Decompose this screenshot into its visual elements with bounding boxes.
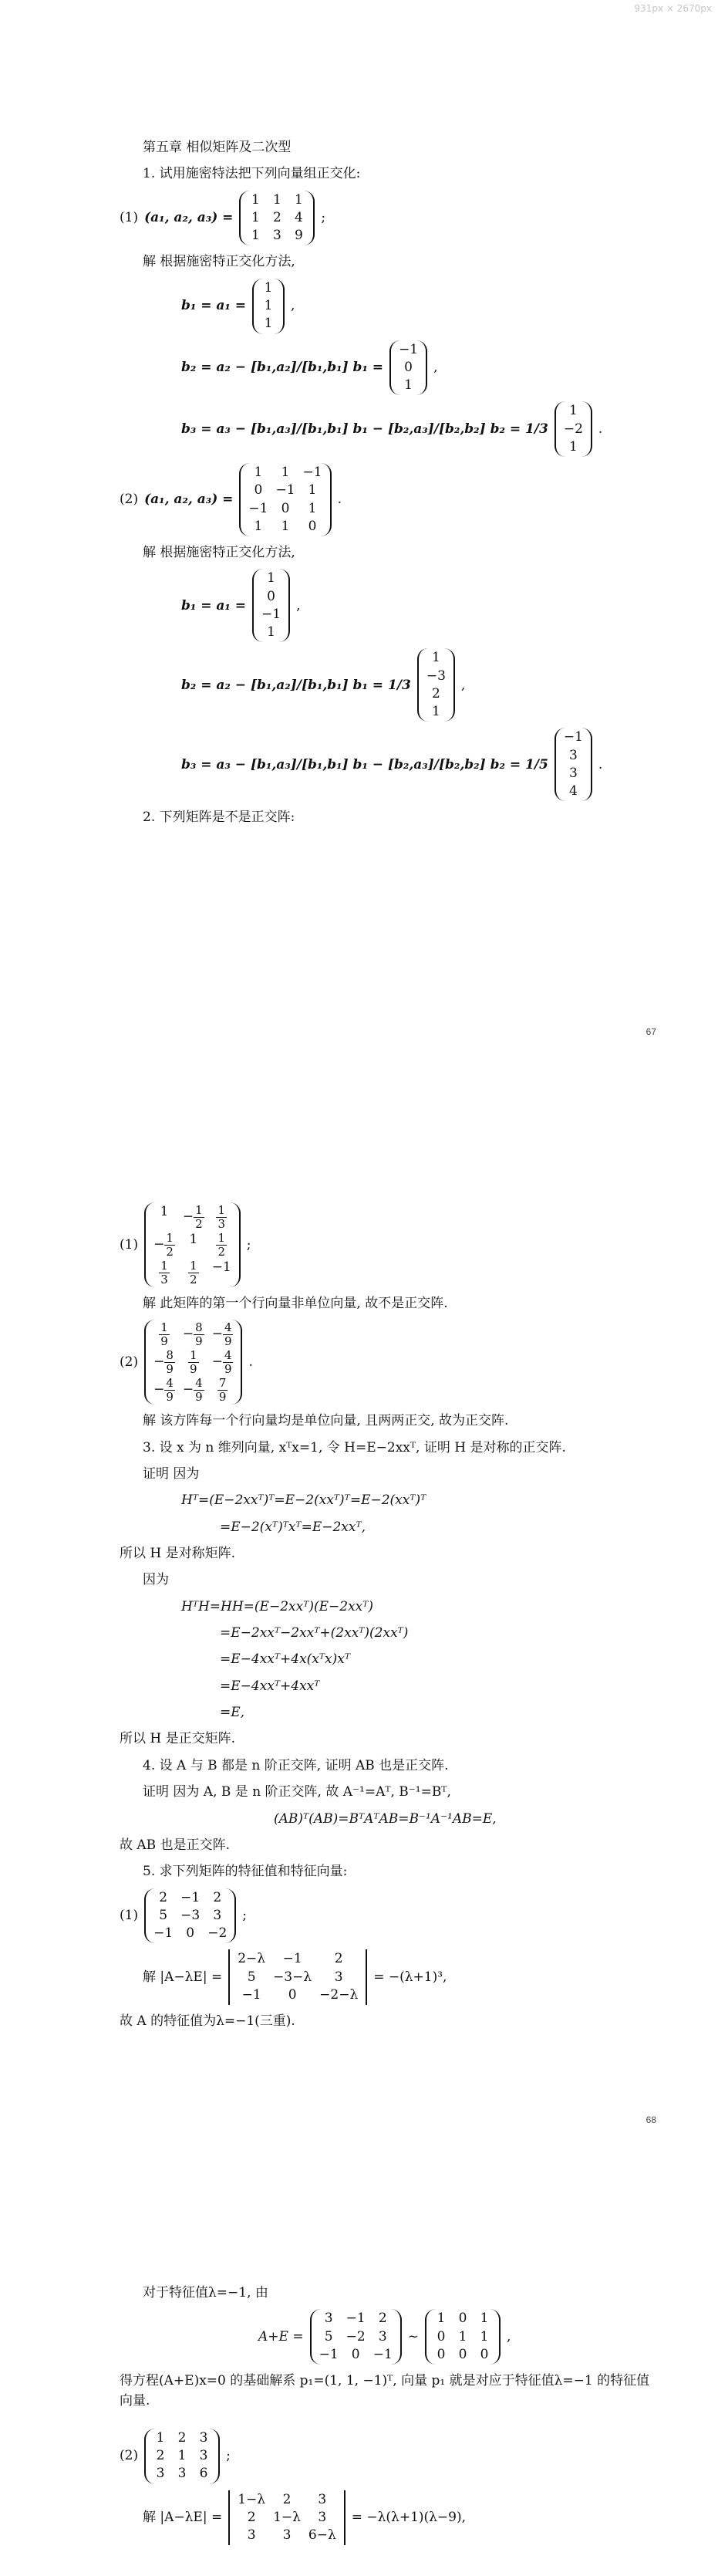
q5-1-conclusion: 故 A 的特征值为λ=−1(三重). [120,2013,295,2030]
matrix-cell: 1 [264,298,273,314]
matrix-cell: 1 [437,2311,446,2327]
q2-part1 [120,1202,656,1287]
q3-conclusion-2: 所以 H 是正交矩阵. [120,1731,236,1747]
matrix-cell: − $\frac{8}{9}$ [153,1348,174,1376]
sol2-b3-tail: . [598,756,603,772]
matrix-cell: 1 [251,209,260,225]
q1-1-tail: ; [321,210,326,226]
matrix-cell: 3 [199,2429,208,2446]
q1-1-lhs: (a₁, a₂, a₃) = [144,210,234,226]
q1-part1 [120,191,656,246]
matrix-cell: 1 [431,650,440,666]
matrix-cell: 2 [334,1951,343,1967]
matrix-cell: 3 [318,2491,327,2507]
q2-2-matrix [144,1320,242,1405]
matrix-cell: 3 [272,228,281,244]
sol1-b3-vector [555,401,592,457]
matrix-cell: 1 [431,704,440,720]
q3-step-5: =E, [220,1705,245,1721]
matrix-cell: 2 [159,1889,168,1905]
q5-2-tail: ; [226,2448,231,2464]
matrix-cell: −1 [282,1951,302,1967]
matrix-cell: 3 [156,2466,165,2482]
matrix-cell: 3 [378,2328,387,2344]
matrix-cell: −3 [426,668,446,684]
matrix-cell: 1 [251,191,260,208]
sol2-b1-row [120,569,656,642]
q2-1-solution: 解 此矩阵的第一个行向量非单位向量, 故不是正交阵. [143,1296,448,1311]
matrix-cell: 3 [568,765,578,781]
sol1-b2-row [120,340,656,396]
matrix-cell: − $\frac{4}{9}$ [182,1376,203,1404]
matrix-cell: 1 [568,403,578,419]
matrix-cell: 0 [458,2311,467,2327]
matrix-cell: $\frac{7}{9}$ [218,1376,227,1404]
q5-1-tail: ; [242,1908,248,1924]
q2-2-solution: 解 该方阵每一个行向量均是单位向量, 且两两正交, 故为正交阵. [143,1413,509,1429]
q5-1-rref-tail: , [507,2329,511,2345]
q5-1-rref-matrix [425,2309,501,2365]
matrix-cell: − $\frac{4}{9}$ [211,1348,232,1376]
matrix-cell: 0 [308,518,317,534]
matrix-cell: 1 [177,2448,187,2464]
matrix-cell: − $\frac{1}{2}$ [182,1203,203,1231]
matrix-cell: 5 [324,2328,333,2344]
matrix-cell: 0 [351,2346,360,2362]
q5-2-sol-prefix: 解 |A−λE| = [143,2510,223,2526]
q4-proof: 证明 因为 A, B 是 n 阶正交阵, 故 A⁻¹=Aᵀ, B⁻¹=Bᵀ, [143,1784,451,1800]
matrix-cell: 1 [308,500,317,516]
matrix-cell: 1 [264,279,273,296]
matrix-cell: 1 [294,191,303,208]
q1-part2 [120,463,656,536]
sol2-b3-vector [555,728,592,801]
matrix-cell: 2 [213,1889,222,1905]
sol1-intro: 解 根据施密特正交化方法, [143,254,295,270]
q5-2-label: (2) [120,2448,139,2464]
matrix-cell: 3 [213,1907,222,1923]
matrix-cell: 0 [186,1925,195,1942]
sol1-b2-tail: , [433,360,438,376]
matrix-cell: 4 [568,783,578,800]
matrix-cell: −1 [275,482,295,499]
q5-2-determinant [228,2490,346,2546]
matrix-cell: 2 [272,209,281,225]
matrix-cell: 3 [324,2311,333,2327]
page-69-content [120,2277,656,2551]
matrix-cell: 3 [318,2509,327,2525]
matrix-cell: 1 [568,438,578,455]
matrix-cell: 1 [264,316,273,332]
q5-1-matrix [144,1888,236,1944]
q4-conclusion: 故 AB 也是正交阵. [120,1837,230,1853]
sol2-b3: b₃ = a₃ − [b₁,a₃]/[b₁,b₁] b₁ − [b₂,a₃]/[b₂,b₂] b₂ = 1/5 [181,756,548,772]
q5-1-sol-prefix: 解 |A−λE| = [143,1969,223,1985]
matrix-cell: −1 [372,2346,393,2362]
matrix-cell: 0 [288,1986,297,2003]
sol2-b2-row [120,648,656,722]
matrix-cell: − $\frac{1}{2}$ [153,1231,174,1259]
matrix-cell: 3 [334,1969,343,1985]
matrix-cell: 0 [437,2328,446,2344]
page-number-68: 68 [646,2115,656,2125]
q3-step-1: HᵀH=HH=(E−2xxᵀ)(E−2xxᵀ) [181,1598,374,1614]
matrix-cell: 2 [156,2448,165,2464]
matrix-cell: 1 [281,518,290,534]
matrix-cell: $\frac{1}{2}$ [217,1231,225,1259]
matrix-cell: −1 [241,1986,261,2003]
matrix-cell: −1 [211,1259,231,1275]
question-1: 1. 试用施密特法把下列向量组正交化: [143,166,361,182]
matrix-cell: 9 [294,228,303,244]
matrix-cell: 3 [177,2466,187,2482]
matrix-cell: 3 [247,2527,256,2544]
q2-2-label: (2) [120,1354,139,1371]
q2-part2 [120,1320,656,1405]
sol1-b3-row [120,401,656,457]
sol2-b2-vector [417,648,455,722]
matrix-cell: −1 [563,729,583,745]
q2-1-tail: ; [246,1236,251,1253]
q1-1-label: (1) [120,210,139,226]
matrix-cell: −1 [153,1925,174,1942]
matrix-cell: −1 [399,341,419,357]
q5-2-solution [120,2490,656,2546]
matrix-cell: 1−λ [273,2509,301,2525]
sol1-b1: b₁ = a₁ = [181,298,247,314]
q5-1-eig-intro: 对于特征值λ=−1, 由 [143,2285,268,2300]
matrix-cell: 1 [458,2328,467,2344]
q2-1-label: (1) [120,1236,139,1253]
matrix-cell: −3 [180,1907,201,1923]
sol1-b1-row [120,279,656,334]
sol2-b1-vector [252,569,290,642]
sol1-b1-tail: , [291,298,295,314]
matrix-cell: 1 [281,465,290,481]
sol2-intro: 解 根据施密特正交化方法, [143,545,295,561]
matrix-cell: 1 [272,191,281,208]
matrix-cell: 1 [156,2429,165,2446]
sol2-b2-tail: , [460,677,466,693]
q3-step-3: =E−4xxᵀ+4x(xᵀx)xᵀ [220,1651,350,1668]
matrix-cell: 3 [199,2448,208,2464]
q5-1-result: 得方程(A+E)x=0 的基础解系 p₁=(1, 1, −1)ᵀ, 向量 p₁ 就是对应于特征值λ=−1 的特征值向量. [120,2373,650,2409]
matrix-cell: $\frac{1}{9}$ [190,1348,197,1376]
q1-2-tail: . [337,492,342,508]
matrix-cell: 2−λ [238,1951,266,1967]
q5-part2 [120,2429,656,2484]
matrix-cell: 6−λ [308,2527,336,2544]
matrix-cell: 0 [254,482,263,499]
sol1-b2-vector [389,340,427,396]
similar-sign: ~ [407,2329,420,2345]
matrix-cell: 4 [294,209,303,225]
matrix-cell: 1 [254,518,263,534]
matrix-cell: 1 [267,624,275,641]
matrix-cell: $\frac{1}{3}$ [217,1203,225,1231]
q5-1-sol-suffix: = −(λ+1)³, [373,1969,447,1985]
q2-1-matrix [144,1202,241,1287]
matrix-cell: 5 [247,1969,256,1985]
sol2-b2: b₂ = a₂ − [b₁,a₂]/[b₁,b₁] b₁ = 1/3 [181,677,411,693]
chapter-title: 第五章 相似矩阵及二次型 [143,140,292,155]
sol1-b3-tail: . [598,421,603,437]
matrix-cell: 1 [254,465,263,481]
matrix-cell: −1 [248,500,268,516]
matrix-cell: −1 [319,2346,339,2362]
matrix-cell: 2 [177,2429,187,2446]
q3-conclusion-1: 所以 H 是对称矩阵. [120,1546,236,1562]
matrix-cell: 2 [378,2311,387,2327]
matrix-cell: −2 [563,421,583,437]
question-3: 3. 设 x 为 n 维列向量, xᵀx=1, 令 H=E−2xxᵀ, 证明 H 是对称的正交阵. [143,1439,566,1455]
question-2: 2. 下列矩阵是不是正交阵: [143,810,295,826]
matrix-cell: −1 [346,2311,366,2327]
q3-step-4: =E−4xxᵀ+4xxᵀ [220,1678,320,1694]
question-4: 4. 设 A 与 B 都是 n 阶正交阵, 证明 AB 也是正交阵. [143,1757,449,1773]
q5-1-solution [120,1949,656,2005]
q1-2-matrix [239,463,331,536]
matrix-cell: −3−λ [273,1969,312,1985]
page-67 [0,116,718,1042]
sol1-b3: b₃ = a₃ − [b₁,a₃]/[b₁,b₁] b₁ − [b₂,a₃]/[b₂,b₂] b₂ = 1/3 [181,421,548,437]
matrix-cell: −2 [207,1925,228,1942]
matrix-cell: 2 [431,685,440,701]
q3-line-2: =E−2(xᵀ)ᵀxᵀ=E−2xxᵀ, [220,1519,366,1535]
matrix-cell: 5 [159,1907,168,1923]
matrix-cell: 0 [458,2346,467,2362]
matrix-cell: 1 [251,228,260,244]
page-69 [0,2261,718,2576]
q1-2-label: (2) [120,492,139,508]
matrix-cell: − $\frac{4}{9}$ [211,1320,232,1348]
q5-2-sol-suffix: = −λ(λ+1)(λ−9), [351,2510,467,2526]
matrix-cell: 3 [568,747,578,763]
sol1-b1-vector [252,279,285,334]
q5-1-label: (1) [120,1908,139,1924]
matrix-cell: $\frac{1}{2}$ [190,1259,197,1286]
sol2-b1: b₁ = a₁ = [181,597,247,614]
dimensions-label: 931px × 2670px [634,3,712,14]
matrix-cell: 0 [267,588,275,604]
q3-step-2: =E−2xxᵀ−2xxᵀ+(2xxᵀ)(2xxᵀ) [220,1625,409,1641]
matrix-cell: 1 [267,570,275,587]
matrix-cell: −2−λ [319,1986,359,2003]
viewer-header [0,0,718,17]
matrix-cell: 1−λ [238,2491,266,2507]
matrix-cell: −1 [302,465,322,481]
matrix-cell: 1 [308,482,317,499]
q5-1-AE-matrix [310,2309,402,2365]
q5-part1 [120,1888,656,1944]
sol2-b3-row [120,728,656,801]
page-68-content [120,1196,656,2037]
matrix-cell: 0 [404,359,413,375]
matrix-cell: 1 [404,377,413,394]
matrix-cell: 6 [199,2466,208,2482]
matrix-cell: 1 [160,1204,169,1219]
matrix-cell: −2 [346,2328,366,2344]
q1-1-matrix [239,191,315,246]
matrix-cell: − $\frac{8}{9}$ [182,1320,203,1348]
q5-2-matrix [144,2429,220,2484]
matrix-cell: 1 [189,1232,198,1247]
sol2-b1-tail: , [296,597,301,614]
q4-equation: (AB)ᵀ(AB)=BᵀAᵀAB=B⁻¹A⁻¹AB=E, [274,1810,497,1827]
q1-2-lhs: (a₁, a₂, a₃) = [144,492,234,508]
matrix-cell: 0 [480,2346,489,2362]
matrix-cell: $\frac{1}{3}$ [160,1259,168,1286]
q2-2-tail: . [248,1354,253,1371]
matrix-cell: 1 [480,2311,489,2327]
matrix-cell: − $\frac{4}{9}$ [153,1376,174,1404]
matrix-cell: 3 [282,2527,292,2544]
page-67-content [120,131,656,834]
q3-line-1: Hᵀ=(E−2xxᵀ)ᵀ=E−2(xxᵀ)ᵀ=E−2(xxᵀ)ᵀ [181,1493,426,1509]
matrix-cell: −1 [261,606,281,622]
q3-proof-intro: 证明 因为 [143,1466,200,1482]
question-5: 5. 求下列矩阵的特征值和特征向量: [143,1864,348,1880]
matrix-cell: $\frac{1}{9}$ [160,1320,168,1348]
sol1-b2: b₂ = a₂ − [b₁,a₂]/[b₁,b₁] b₁ = [181,360,384,376]
matrix-cell: 2 [282,2491,292,2507]
matrix-cell: 0 [437,2346,446,2362]
matrix-cell: 2 [247,2509,256,2525]
q3-because: 因为 [143,1572,169,1588]
q5-1-reduction [120,2309,656,2365]
matrix-cell: −1 [180,1889,201,1905]
q5-1-determinant [228,1949,367,2005]
page-number-67: 67 [646,1026,656,1037]
q5-1-lhs: A+E = [258,2329,304,2345]
matrix-cell: 1 [480,2328,489,2344]
matrix-cell: 0 [281,500,290,516]
page-68 [0,1181,718,2130]
